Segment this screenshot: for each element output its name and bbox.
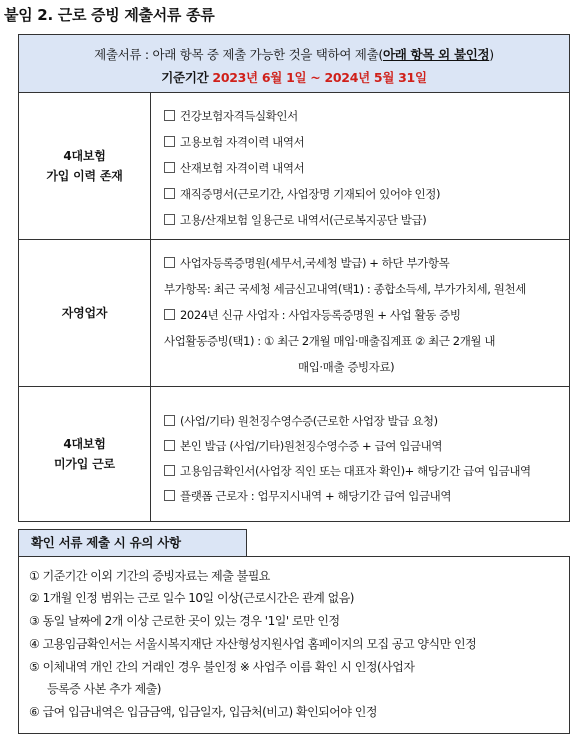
list-item: 사업자등록증명원(세무서,국세청 발급) + 하단 부가항목 — [164, 255, 449, 271]
list-item: 매입·매출 증빙자료) — [298, 360, 395, 374]
row-label: 4대보험 미가입 근로 — [19, 387, 151, 521]
list-item: 고용임금확인서(사업장 직인 또는 대표자 확인)+ 해당기간 급여 입금내역 — [164, 463, 531, 479]
checkbox-icon — [164, 257, 175, 268]
checkbox-icon — [164, 440, 175, 451]
document-table — [18, 34, 570, 522]
list-item: 본인 발급 (사업/기타)원천징수영수증 + 급여 입금내역 — [164, 438, 442, 454]
list-item: (사업/기타) 원천징수영수증(근로한 사업장 발급 요청) — [164, 413, 438, 429]
page-title: 붙임 2. 근로 증빙 제출서류 종류 — [4, 6, 215, 24]
not-accepted-note: 아래 항목 외 불인정 — [382, 47, 490, 62]
list-item: 부가항목: 최근 국세청 세금신고내역(택1) : 종합소득세, 부가가치세, 원천세 — [164, 282, 526, 296]
list-item: 재직증명서(근로기간, 사업장명 기재되어 있어야 인정) — [164, 186, 440, 202]
checkbox-icon — [164, 490, 175, 501]
checkbox-icon — [164, 309, 175, 320]
row-label: 4대보험 가입 이력 존재 — [19, 93, 151, 239]
note-item: ⑤ 이체내역 개인 간의 거래인 경우 불인정 ※ 사업주 이름 확인 시 인정(사업자 — [29, 660, 415, 674]
note-item: ③ 동일 날짜에 2개 이상 근로한 곳이 있는 경우 '1일' 로만 인정 — [29, 614, 340, 628]
note-item: ① 기준기간 이외 기간의 증빙자료는 제출 불필요 — [29, 569, 270, 583]
checkbox-icon — [164, 110, 175, 121]
note-item: ④ 고용임금확인서는 서울시복지재단 자산형성지원사업 홈페이지의 모집 공고 양식만 인정 — [29, 637, 477, 651]
row-label: 자영업자 — [19, 240, 151, 386]
list-item: 고용보험 자격이력 내역서 — [164, 134, 304, 150]
note-item: 등록증 사본 추가 제출) — [47, 682, 161, 696]
list-item: 2024년 신규 사업자 : 사업자등록증명원 + 사업 활동 증빙 — [164, 307, 461, 323]
list-item: 산재보험 자격이력 내역서 — [164, 160, 304, 176]
table-row — [19, 240, 569, 387]
list-item: 플랫폼 근로자 : 업무지시내역 + 해당기간 급여 입금내역 — [164, 488, 451, 504]
checkbox-icon — [164, 415, 175, 426]
row-content — [150, 93, 569, 239]
reference-period: 기준기간 2023년 6월 1일 ~ 2024년 5월 31일 — [161, 70, 427, 85]
note-item: ⑥ 급여 입금내역은 입금금액, 입금일자, 입금처(비고) 확인되어야 인정 — [29, 705, 377, 719]
submission-instruction: 제출서류 : 아래 항목 중 제출 가능한 것을 택하여 제출(아래 항목 외 불인정) — [94, 47, 494, 62]
row-content — [150, 387, 569, 521]
list-item: 사업활동증빙(택1) : ① 최근 2개월 매입·매출집계표 ② 최근 2개월 내 — [164, 334, 496, 348]
checkbox-icon — [164, 136, 175, 147]
checkbox-icon — [164, 162, 175, 173]
list-item: 고용/산재보험 일용근로 내역서(근로복지공단 발급) — [164, 212, 426, 228]
period-range: 2023년 6월 1일 ~ 2024년 5월 31일 — [212, 70, 427, 85]
checkbox-icon — [164, 465, 175, 476]
table-row — [19, 93, 569, 240]
row-content — [150, 240, 569, 386]
notes-box — [18, 556, 570, 734]
table-row — [19, 387, 569, 521]
checkbox-icon — [164, 188, 175, 199]
notes-title: 확인 서류 제출 시 유의 사항 — [18, 529, 247, 557]
note-item: ② 1개월 인정 범위는 근로 일수 10일 이상(근로시간은 관계 없음) — [29, 591, 354, 605]
checkbox-icon — [164, 214, 175, 225]
list-item: 건강보험자격득실확인서 — [164, 108, 298, 124]
table-header — [19, 35, 569, 93]
